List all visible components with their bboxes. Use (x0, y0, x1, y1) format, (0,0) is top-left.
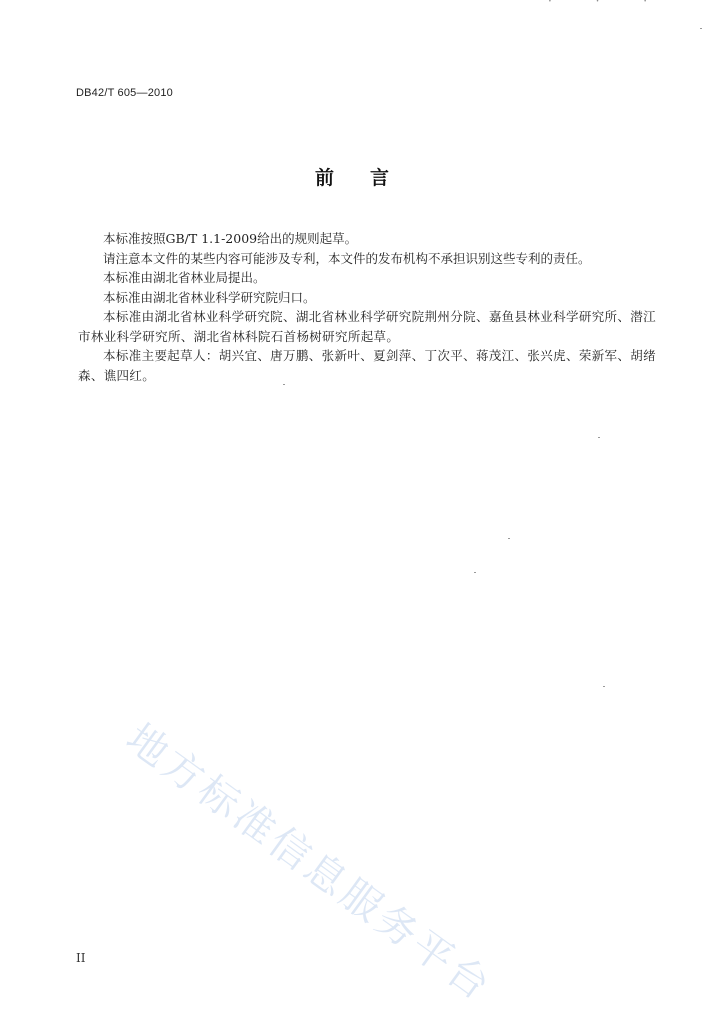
page-number: II (76, 951, 86, 965)
foreword-body (78, 229, 656, 385)
scan-speck (474, 572, 476, 573)
paragraph-drafting-units: 本标准由湖北省林业科学研究院、湖北省林业科学研究院荆州分院、嘉鱼县林业科学研究所、潜江市林业科学研究所、湖北省林科院石首杨树研究所起草。 (78, 309, 656, 344)
scan-speck (598, 437, 600, 438)
scan-speck (603, 686, 605, 687)
header-marks: · · · (548, 0, 668, 8)
page-heading: 前言 (314, 167, 425, 189)
scan-speck (700, 28, 702, 29)
document-code: DB42/T 605—2010 (76, 87, 173, 99)
scan-speck (283, 384, 285, 385)
paragraph-proposer: 本标准由湖北省林业局提出。 (103, 270, 266, 285)
watermark: 地方标准信息服务平台 (117, 715, 501, 1012)
scan-speck (508, 538, 510, 539)
paragraph-patent-notice: 请注意本文件的某些内容可能涉及专利，本文件的发布机构不承担识别这些专利的责任。 (103, 250, 591, 266)
paragraph-drafters: 本标准主要起草人：胡兴宜、唐万鹏、张新叶、夏剑萍、丁次平、蒋茂江、张兴虎、荣新军、胡绪森、谯四红。 (78, 348, 656, 383)
paragraph-administrator: 本标准由湖北省林业科学研究院归口。 (103, 289, 316, 305)
paragraph-drafting-rules: 本标准按照GB/T 1.1-2009给出的规则起草。 (103, 231, 358, 246)
